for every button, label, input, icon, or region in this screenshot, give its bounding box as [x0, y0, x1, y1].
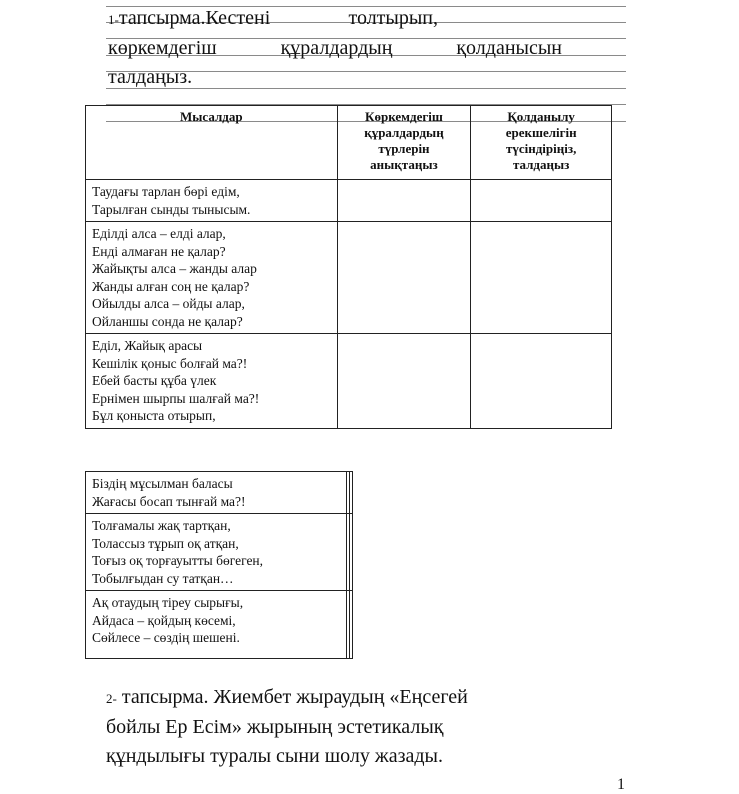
poem-line: Ебей басты құба үлек — [92, 373, 217, 388]
poem-line: Толассыз тұрып оқ атқан, — [92, 535, 239, 551]
poem-line: Тарылған сынды тынысым. — [92, 201, 251, 217]
task2-heading — [106, 683, 468, 771]
answer-cell[interactable] — [350, 514, 353, 591]
poem-line: Тобылғыдан су татқан… — [92, 570, 234, 586]
task1-word: тапсырма.Кестені — [118, 7, 271, 29]
table-row — [86, 222, 612, 334]
poem-line: Ойланшы сонда не қалар? — [92, 313, 243, 329]
poem-line: Біздің мұсылман баласы — [92, 476, 233, 491]
poem-line: Енді алмаған не қалар? — [92, 243, 226, 259]
poem-line: Айдаса – қойдың көсемі, — [92, 612, 236, 628]
task1-heading — [108, 4, 568, 92]
poem-line: Тоғыз оқ торғауытты бөгеген, — [92, 553, 264, 568]
header-device-types: Көркемдегіш құралдардың түрлерін анықтаңыз — [337, 106, 471, 180]
example-cell — [86, 514, 347, 591]
task1-number: 1- — [108, 12, 119, 27]
example-cell — [86, 334, 338, 429]
answer-cell[interactable] — [350, 472, 353, 514]
answer-cell[interactable] — [337, 334, 471, 429]
poem-line: Таудағы тарлан бөрі едім, — [92, 184, 240, 199]
task1-word: құралдардың — [280, 37, 393, 59]
example-cell — [86, 591, 347, 659]
table-row — [86, 180, 612, 222]
poem-line: Толғамалы жақ тартқан, — [92, 518, 231, 533]
answer-cell[interactable] — [471, 222, 612, 334]
example-cell — [86, 222, 338, 334]
poem-line: Еділді алса – елді алар, — [92, 226, 226, 241]
page-number: 1 — [617, 776, 625, 793]
header-usage-analysis: Қолданылу ерекшелігін түсіндіріңіз, талдаңыз — [471, 106, 612, 180]
answer-cell[interactable] — [471, 180, 612, 222]
task1-word: қолданысын — [456, 37, 562, 59]
task1-word: талдаңыз. — [108, 66, 193, 88]
poem-line: Бұл қоныста отырып, — [92, 408, 216, 423]
task1-line2 — [108, 34, 568, 63]
poem-line: Сөйлесе – сөздің шешені. — [92, 630, 240, 645]
table-row — [86, 591, 353, 659]
analysis-table — [85, 105, 612, 429]
task1-line1-first — [108, 4, 270, 34]
task2-number: 2- — [106, 691, 117, 706]
continuation-table — [85, 471, 353, 659]
task2-line3: құндылығы туралы сыни шолу жазады. — [106, 745, 443, 767]
table-row — [86, 334, 612, 429]
table-row — [86, 514, 353, 591]
table-header-row — [86, 106, 612, 180]
task2-line2: бойлы Ер Есім» жырының эстетикалық — [106, 716, 444, 738]
table-row — [86, 472, 353, 514]
poem-line: Кешілік қоныс болғай ма?! — [92, 355, 248, 371]
poem-line: Ақ отаудың тіреу сырығы, — [92, 595, 244, 610]
poem-line: Еділ, Жайық арасы — [92, 338, 203, 353]
example-cell — [86, 472, 347, 514]
poem-line: Ойылды алса – ойды алар, — [92, 296, 245, 311]
answer-cell[interactable] — [337, 222, 471, 334]
poem-line: Жанды алған соң не қалар? — [92, 278, 250, 294]
task1-word: көркемдегіш — [108, 37, 217, 59]
poem-line: Жайықты алса – жанды алар — [92, 261, 257, 276]
task2-line1 — [106, 683, 468, 713]
poem-line: Жағасы босап тынғай ма?! — [92, 493, 246, 509]
answer-cell[interactable] — [471, 334, 612, 429]
poem-line: Ернімен шырпы шалғай ма?! — [92, 390, 260, 406]
task1-line3 — [108, 63, 568, 92]
task1-line1 — [108, 4, 568, 34]
task2-text: тапсырма. Жиембет жыраудың «Еңсегей — [121, 686, 468, 708]
task1-word: толтырып, — [348, 7, 438, 29]
answer-cell[interactable] — [337, 180, 471, 222]
example-cell — [86, 180, 338, 222]
answer-cell[interactable] — [350, 591, 353, 659]
header-examples: Мысалдар — [86, 106, 338, 180]
